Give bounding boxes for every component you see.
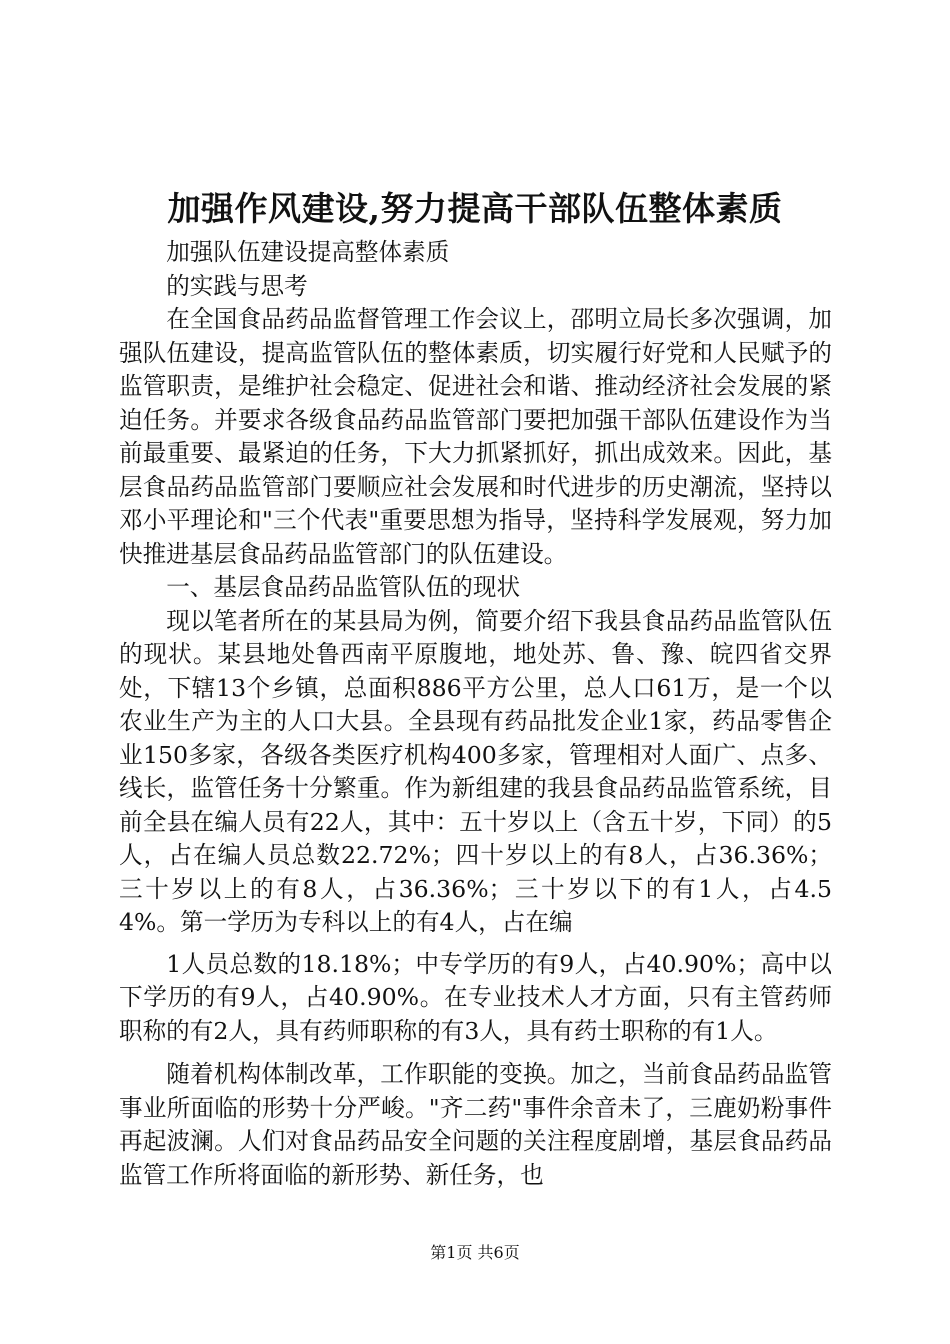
document-title: 加强作风建设,努力提高干部队伍整体素质 xyxy=(167,189,783,228)
paragraph-subtitle-line-1: 加强队伍建设提高整体素质 xyxy=(166,238,450,266)
document-body xyxy=(119,236,832,1192)
paragraph-subtitle-line-2: 的实践与思考 xyxy=(166,271,308,300)
paragraph-education: 1人员总数的18.18%；中专学历的有9人，占40.90%；高中以下学历的有9人，占40.90%。在专业技术人才方面，只有主管药师职称的有2人，具有药师职称的有3人，具有药士职称的有1人。 xyxy=(119,949,832,1045)
page-footer: 第1页 共6页 xyxy=(430,1243,520,1262)
section-heading-1: 一、基层食品药品监管队伍的现状 xyxy=(166,573,521,601)
paragraph-intro: 在全国食品药品监督管理工作会议上，邵明立局长多次强调，加强队伍建设，提高监管队伍的整体素质，切实履行好党和人民赋予的监管职责，是维护社会稳定、促进社会和谐、推动经济社会发展的紧迫任务。并要求各级食品药品监管部门要把加强干部队伍建设作为当前最重要、最紧迫的任务，下大力抓紧抓好，抓出成效来。因此，基层食品药品监管部门要顺应社会发展和时代进步的历史潮流，坚持以邓小平理论和"三个代表"重要思想为指导，坚持科学发展观，努力加快推进基层食品药品监管部门的队伍建设。 xyxy=(119,305,832,568)
paragraph-status: 现以笔者所在的某县局为例，简要介绍下我县食品药品监管队伍的现状。某县地处鲁西南平原腹地，地处苏、鲁、豫、皖四省交界处，下辖13个乡镇，总面积886平方公里，总人口61万，是一个以农业生产为主的人口大县。全县现有药品批发企业1家，药品零售企业150多家，各级各类医疗机构400多家，管理相对人面广、点多、线长，监管任务十分繁重。作为新组建的我县食品药品监管系统，目前全县在编人员有22人，其中：五十岁以上（含五十岁，下同）的5人，占在编人员总数22.72%；四十岁以上的有8人，占36.36%；三十岁以上的有8人，占36.36%；三十岁以下的有1人，占4.54%。第一学历为专科以上的有4人，占在编 xyxy=(119,606,832,936)
paragraph-situation: 随着机构体制改革，工作职能的变换。加之，当前食品药品监管事业所面临的形势十分严峻。"齐二药"事件余音未了，三鹿奶粉事件再起波澜。人们对食品药品安全问题的关注程度剧增，基层食品药品监管工作所将面临的新形势、新任务，也 xyxy=(119,1060,832,1189)
